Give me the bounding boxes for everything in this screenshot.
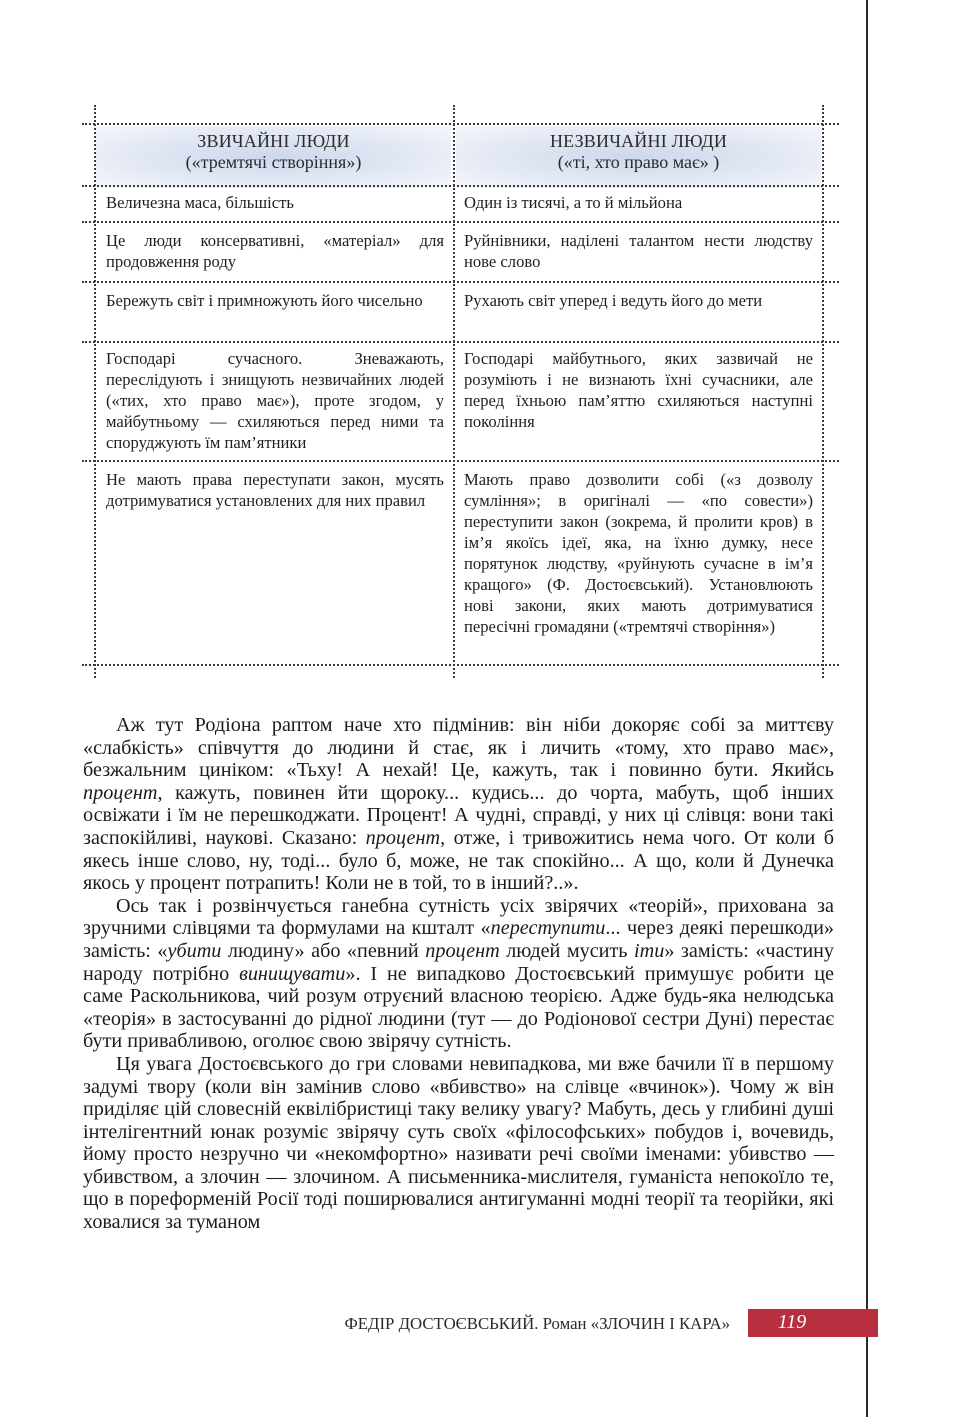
text-run: , кажуть, повинен йти щороку... кудись... до чорта, мабуть, щоб інших освіжати і їм не перешкоджати. Процент! А чудні, справді, у них ці слівця: вони такі заспокійливі, наукові. Сказано: [83, 781, 834, 849]
table-line-bottom [82, 664, 839, 666]
text-run: людей мусить [499, 939, 635, 962]
paragraph: Ця увага Достоєвського до гри словами невипадкова, ми вже бачили її в першому задумі твору (коли він замінив слово «вбивство» на слівце «вчинок»). Чому ж він приділяє цій словесній еквілібристиці таку велику увагу? Мабуть, десь у глибині душі інтелігентний юнак розуміє звірячу суть своїх «філософських» побудов і, вочевидь, йому просто незручно чи «некомфортно» називати речі своїми іменами: убивство — убивством, а злочин — злочином. А письменника-мислителя, гуманіста непокоїло те, що в пореформеній Росії тоді поширювалися антигуманні модні теорії та теорійки, які ховалися за туманом [83, 1052, 834, 1234]
header-title: НЕЗВИЧАЙНІ ЛЮДИ [549, 131, 728, 151]
text-run: Ось так і розвінчується ганебна сутність усіх звірячих «теорій», прихована за зручними слівцями та формулами на кшталт « [83, 894, 834, 940]
paragraph [83, 714, 834, 895]
text-run: , отже, і тривожитись нема чого. От коли б якесь інше слово, ну, тоді... було б, може, не так спокійно... А що, коли й Дунечка якось у процент потрапить! Коли не в той, то в інший?..». [83, 826, 835, 895]
body-text [83, 714, 834, 1234]
page-number: 119 [777, 1311, 807, 1333]
comparison-table [82, 105, 839, 678]
table-cell: Руйнівники, наділені талантом нести людству нове слово [464, 231, 813, 271]
emphasis: процент [365, 826, 441, 849]
emphasis: убити [167, 939, 222, 962]
table-cell: Це люди консервативні, «матеріал» для продовження роду [106, 231, 444, 271]
table-line-top [82, 123, 839, 125]
header-subtitle: («ті, хто право має» ) [557, 152, 720, 172]
header-ordinary-people [96, 131, 451, 173]
page-edge-line [866, 0, 868, 1417]
text-run: Аж тут Родіона раптом наче хто підмінив: він ніби докоряє собі за миттєву «слабкість» співчуття до людини й стає, як і личить «тому, хто право має», безжальним циніком: «Тьху! А нехай! Це, кажуть, так і повинно бути. Якийсь [83, 714, 834, 782]
table-line-4 [82, 341, 839, 343]
table-border-left [94, 105, 96, 678]
page-number-box [748, 1309, 878, 1337]
emphasis: винищувати [239, 962, 346, 985]
table-line-3 [82, 281, 839, 283]
table-line-2 [82, 221, 839, 223]
text-run: ... через деякі перешкоди» замість: « [83, 917, 834, 962]
running-title: ФЕДІР ДОСТОЄВСЬКИЙ. Роман «ЗЛОЧИН І КАРА» [344, 1314, 730, 1333]
table-cell: Величезна маса, більшість [106, 193, 294, 212]
table-border-middle [453, 105, 455, 678]
table-line-1 [82, 185, 839, 187]
table-cell: Господарі сучасного. Зневажають, переслідують і знищують незвичайних людей («тих, хто право має»), проте згодом, у майбутньому — схиляються перед ними та споруджують їм пам’ятники [106, 349, 444, 452]
table-cell: Мають право дозволити собі («з дозволу сумління»; в оригіналі — «по совести») переступити закон (зокрема, й пролити кров) в ім’я якоїсь ідеї, яка, на їхню думку, несе порятунок людству, «руйнують сучасне в ім’я кращого» (Ф. Достоєвський). Установлюють нові закони, яких мають дотримуватися пересічні громадяни («тремтячі створіння») [464, 470, 813, 636]
text-run: » замість: «частину народу потрібно [83, 939, 835, 985]
paragraph [83, 895, 834, 1053]
table-cell: Рухають світ уперед і ведуть його до мети [464, 291, 763, 310]
header-extraordinary-people [456, 131, 821, 173]
table-cell: Один із тисячі, а то й мільйона [464, 193, 683, 212]
table-cell: Господарі майбутнього, яких зазвичай не розуміють і не визнають їхні сучасники, але перед їхньою пам’яттю схиляються наступні покоління [464, 349, 813, 431]
emphasis: процент [83, 781, 158, 804]
table-line-5 [82, 460, 839, 462]
table-cell: Бережуть світ і примножують його чисельно [106, 291, 423, 310]
header-subtitle: («тремтячі створіння») [185, 152, 362, 172]
emphasis: переступити [490, 917, 606, 940]
text-run: ». І не випадково Достоєвський примушує робити це саме Раскольникова, чий розум отруєний власною теорією. Адже будь-яка нелюдська «теорія» в застосуванні до рідної людини (тут — до Родіонової сестри Дуні) перестає бути привабливою, оголює свою звірячу сутність. [83, 962, 834, 1053]
emphasis: іти [634, 939, 665, 962]
header-title: ЗВИЧАЙНІ ЛЮДИ [197, 131, 350, 151]
table-border-right [822, 105, 824, 678]
text-run: людину» або «певний [221, 939, 426, 962]
emphasis: процент [425, 939, 500, 962]
table-cell: Не мають права переступати закон, мусять дотримуватися установлених для них правил [106, 470, 444, 510]
